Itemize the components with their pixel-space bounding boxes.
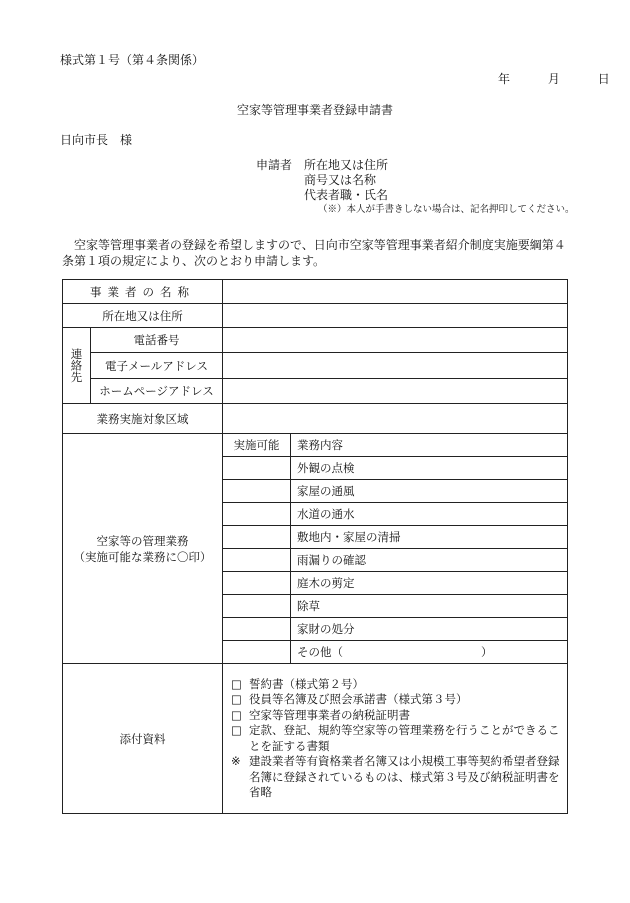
task-label: その他（ ）	[291, 641, 568, 664]
address-field[interactable]	[223, 304, 568, 328]
management-tasks-label-line1: 空家等の管理業務	[96, 533, 189, 548]
task-label: 家屋の通風	[291, 480, 568, 503]
attachment-label: 誓約書（様式第２号）	[249, 676, 364, 691]
note-mark: ※	[231, 754, 241, 768]
attachment-item[interactable]	[231, 692, 561, 708]
task-check-cell[interactable]	[223, 457, 291, 480]
attachment-item[interactable]	[231, 708, 561, 724]
applicant-field-representative: 代表者職・氏名	[304, 188, 389, 202]
business-name-field[interactable]	[223, 280, 568, 304]
address-label: 所在地又は住所	[63, 304, 223, 328]
homepage-field[interactable]	[223, 379, 568, 404]
email-field[interactable]	[223, 353, 568, 379]
addressee: 日向市長 様	[60, 133, 133, 147]
checkbox-icon[interactable]: □	[231, 676, 242, 691]
task-label: 敷地内・家屋の清掃	[291, 526, 568, 549]
date-month-label: 月	[547, 72, 560, 86]
document-title: 空家等管理事業者登録申請書	[236, 103, 393, 117]
attachment-item[interactable]	[231, 677, 561, 693]
phone-label: 電話番号	[91, 328, 223, 353]
checkbox-icon[interactable]: □	[231, 723, 242, 737]
application-form-table	[62, 279, 568, 814]
task-label: 雨漏りの確認	[291, 549, 568, 572]
management-tasks-label	[63, 434, 223, 664]
management-tasks-label-line2: （実施可能な業務に〇印）	[73, 549, 212, 564]
attachment-label: 役員等名簿及び照会承諾書（様式第３号）	[249, 692, 468, 706]
area-label: 業務実施対象区域	[63, 404, 223, 434]
business-name-label: 事業者の名称	[63, 280, 223, 304]
task-check-cell[interactable]	[223, 503, 291, 526]
task-column-header: 業務内容	[291, 434, 568, 457]
signature-note: （※）本人が手書きしない場合は、記名押印してください。	[318, 204, 575, 215]
applicant-block	[256, 158, 575, 217]
attachments-list	[223, 667, 567, 811]
attachments-cell	[223, 664, 568, 814]
applicant-field-address: 所在地又は住所	[304, 158, 389, 172]
task-check-cell[interactable]	[223, 595, 291, 618]
task-label: 外観の点検	[291, 457, 568, 480]
area-field[interactable]	[223, 404, 568, 434]
date-line	[498, 70, 610, 87]
task-label: 水道の通水	[291, 503, 568, 526]
task-check-cell[interactable]	[223, 618, 291, 641]
applicant-role-label: 申請者	[256, 158, 293, 172]
task-check-cell[interactable]	[223, 641, 291, 664]
task-label: 家財の処分	[291, 618, 568, 641]
contact-label-cell	[63, 328, 91, 404]
checkbox-icon[interactable]: □	[231, 692, 242, 706]
task-check-cell[interactable]	[223, 526, 291, 549]
attachment-item[interactable]	[231, 723, 561, 754]
task-label: 除草	[291, 595, 568, 618]
form-number: 様式第１号（第４条関係）	[60, 53, 205, 67]
homepage-label: ホームページアドレス	[91, 379, 223, 404]
date-day-label: 日	[597, 72, 610, 86]
task-check-cell[interactable]	[223, 480, 291, 503]
applicant-field-name: 商号又は名称	[304, 173, 377, 187]
task-check-cell[interactable]	[223, 549, 291, 572]
task-check-cell[interactable]	[223, 572, 291, 595]
possible-column-header: 実施可能	[223, 434, 291, 457]
phone-field[interactable]	[223, 328, 568, 353]
task-label: 庭木の剪定	[291, 572, 568, 595]
checkbox-icon[interactable]: □	[231, 707, 242, 722]
attachment-note-text: 建設業者等有資格業者名簿又は小規模工事等契約希望者登録名簿に登録されているものは、様式第３号及び納税証明書を省略	[249, 754, 560, 799]
attachment-label: 定款、登記、規約等空家等の管理業務を行うことができることを証する書類	[249, 723, 560, 753]
date-year-label: 年	[498, 72, 511, 86]
intro-paragraph: 空家等管理事業者の登録を希望しますので、日向市空家等管理事業者紹介制度実施要綱第４条第１項の規定により、次のとおり申請します。	[62, 238, 566, 268]
attachments-label: 添付資料	[63, 664, 223, 814]
attachment-note	[231, 754, 561, 801]
email-label: 電子メールアドレス	[91, 353, 223, 379]
contact-label: 連絡先	[69, 348, 84, 383]
attachment-label: 空家等管理事業者の納税証明書	[249, 707, 410, 722]
